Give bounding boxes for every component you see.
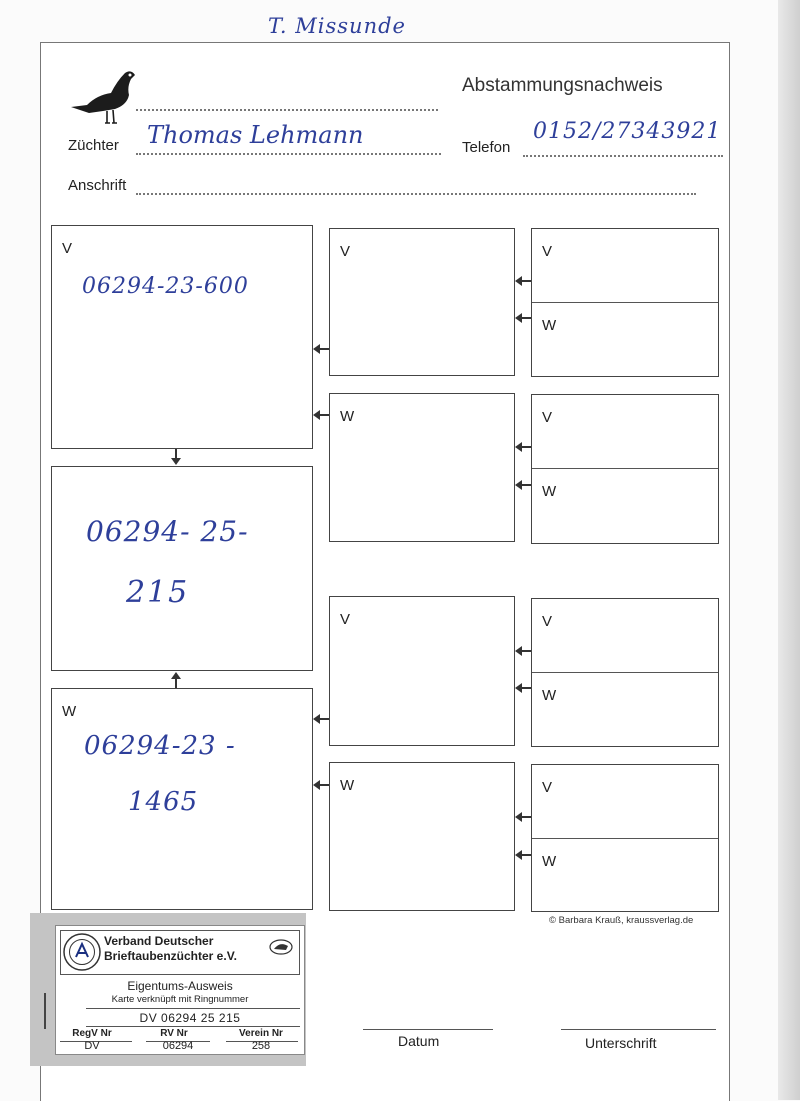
vdb-seal-icon xyxy=(62,932,102,972)
ggp4-w-label: W xyxy=(542,853,557,870)
card-col1-label: RegV Nr xyxy=(72,1028,112,1039)
card-col2-label: RV Nr xyxy=(160,1028,188,1039)
father-label: V xyxy=(62,240,73,257)
grandmother-paternal-box[interactable] xyxy=(329,393,515,542)
arrow-gm-p-icon xyxy=(313,409,329,421)
date-line[interactable] xyxy=(363,1029,493,1030)
arrow-gf-p-icon xyxy=(313,343,329,355)
card-title: Eigentums-Ausweis xyxy=(127,979,233,993)
ggp4-divider xyxy=(532,838,718,839)
mother-box[interactable] xyxy=(51,688,313,910)
card-col1-value: DV xyxy=(84,1040,100,1052)
grandmother-maternal-box[interactable] xyxy=(329,762,515,911)
date-label: Datum xyxy=(398,1033,440,1049)
ggp2-divider xyxy=(532,468,718,469)
card-col3-label: Verein Nr xyxy=(239,1028,283,1039)
great-grandparents-box-4[interactable] xyxy=(531,764,719,912)
card-col2-value: 06294 xyxy=(162,1040,194,1052)
arrow-ggp4-w-icon xyxy=(515,849,531,861)
great-grandparents-box-1[interactable] xyxy=(531,228,719,377)
scan-edge xyxy=(778,0,800,1100)
card-ring-bottom-line xyxy=(86,1026,300,1027)
ggp3-w-label: W xyxy=(542,687,557,704)
arrow-ggp3-w-icon xyxy=(515,682,531,694)
phone-label: Telefon xyxy=(462,139,511,156)
ggp1-v-label: V xyxy=(542,243,553,260)
gf-p-label: V xyxy=(340,243,351,260)
ggp3-v-label: V xyxy=(542,613,553,630)
signature-label: Unterschrift xyxy=(585,1035,657,1051)
ggp1-w-label: W xyxy=(542,317,557,334)
mother-ring-line1: 06294-23 - xyxy=(84,731,236,761)
card-ring-top-line xyxy=(86,1008,300,1009)
breeder-value: Thomas Lehmann xyxy=(147,121,364,149)
subject-box[interactable] xyxy=(51,466,313,671)
great-grandparents-box-2[interactable] xyxy=(531,394,719,544)
address-label: Anschrift xyxy=(68,177,127,194)
breeder-line[interactable] xyxy=(136,153,441,155)
subject-ring-line2: 215 xyxy=(126,575,190,610)
signature-line[interactable] xyxy=(561,1029,716,1030)
card-inner xyxy=(55,925,305,1055)
arrow-ggp1-v-icon xyxy=(515,275,531,287)
card-col3-value: 258 xyxy=(251,1040,271,1052)
breeder-label: Züchter xyxy=(68,137,119,154)
grandfather-maternal-box[interactable] xyxy=(329,596,515,746)
arrow-ggp2-v-icon xyxy=(515,441,531,453)
great-grandparents-box-3[interactable] xyxy=(531,598,719,747)
subject-ring-line1: 06294- 25- xyxy=(86,515,249,548)
card-org-line1: Verband Deutscher xyxy=(104,934,214,948)
ggp4-v-label: V xyxy=(542,779,553,796)
mother-label: W xyxy=(62,703,77,720)
ownership-card xyxy=(30,913,306,1066)
handwritten-top-note: T. Missunde xyxy=(268,14,406,38)
arrow-ggp4-v-icon xyxy=(515,811,531,823)
arrow-gm-m-icon xyxy=(313,779,329,791)
arrow-father-to-subject-icon xyxy=(169,449,183,466)
arrow-mother-to-subject-icon xyxy=(169,671,183,688)
card-subtitle: Karte verknüpft mit Ringnummer xyxy=(111,994,249,1005)
document-title: Abstammungsnachweis xyxy=(462,75,663,96)
arrow-ggp2-w-icon xyxy=(515,479,531,491)
gf-m-label: V xyxy=(340,611,351,628)
arrow-ggp1-w-icon xyxy=(515,312,531,324)
arrow-gf-m-icon xyxy=(313,713,329,725)
grandfather-paternal-box[interactable] xyxy=(329,228,515,376)
arrow-ggp3-v-icon xyxy=(515,645,531,657)
card-org-line2: Brieftaubenzüchter e.V. xyxy=(104,949,237,963)
address-line[interactable] xyxy=(136,193,696,195)
phone-value: 0152/27343921 xyxy=(533,119,722,144)
card-ring-number: DV 06294 25 215 xyxy=(139,1011,241,1025)
ggp1-divider xyxy=(532,302,718,303)
copyright-text: © Barbara Krauß, kraussverlag.de xyxy=(549,915,694,926)
gm-p-label: W xyxy=(340,408,355,425)
father-box[interactable] xyxy=(51,225,313,449)
ggp2-v-label: V xyxy=(542,409,553,426)
pigeon-logo-icon xyxy=(67,67,139,127)
card-emblem-icon xyxy=(268,938,294,956)
phone-line[interactable] xyxy=(523,155,723,157)
ggp3-divider xyxy=(532,672,718,673)
ggp2-w-label: W xyxy=(542,483,557,500)
card-punch-mark xyxy=(44,993,46,1029)
mother-ring-line2: 1465 xyxy=(128,787,199,817)
gm-m-label: W xyxy=(340,777,355,794)
logo-dotted-line xyxy=(136,109,438,111)
father-ring: 06294-23-600 xyxy=(82,274,249,299)
